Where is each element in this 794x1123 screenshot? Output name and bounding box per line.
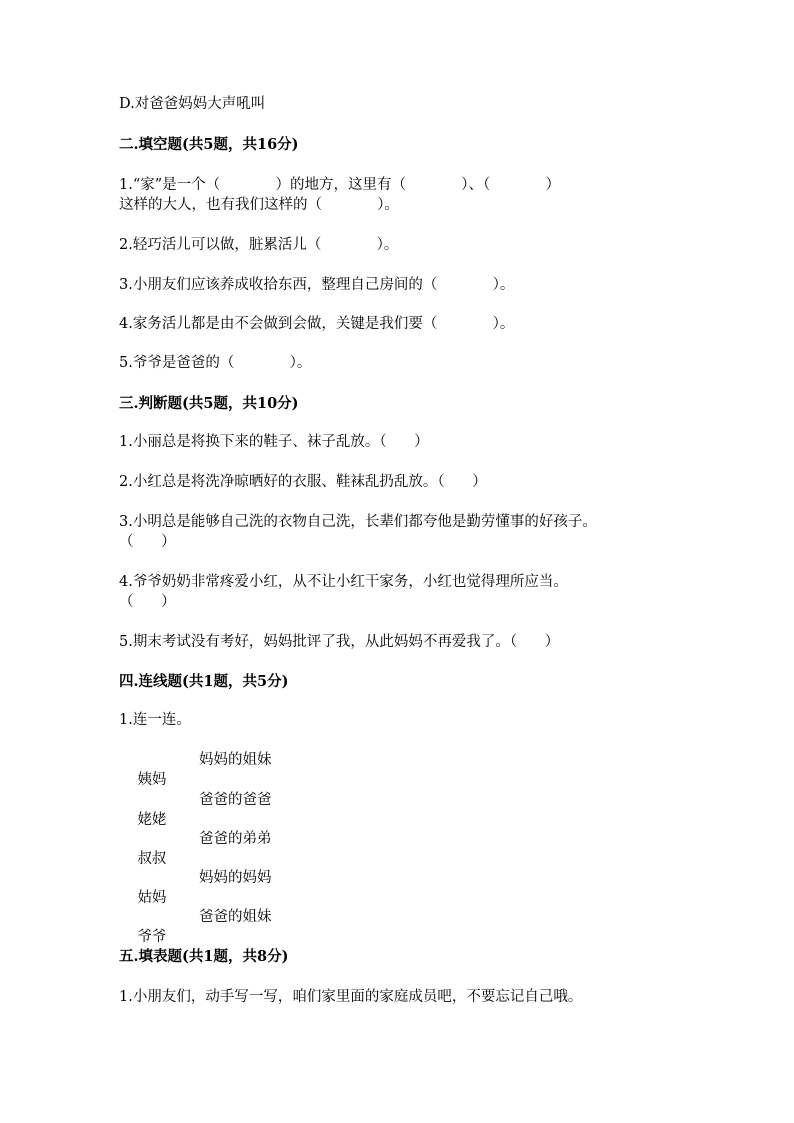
judge-question-2: 2.小红总是将洗净晾晒好的衣服、鞋袜乱扔乱放。（ ） xyxy=(119,474,487,490)
judge-question-1: 1.小丽总是将换下来的鞋子、袜子乱放。（ ） xyxy=(119,434,429,450)
table-question-1: 1.小朋友们，动手写一写，咱们家里面的家庭成员吧，不要忘记自己哦。 xyxy=(119,989,583,1005)
match-question-1: 1.连一连。 xyxy=(119,712,191,728)
fill-question-4: 4.家务活儿都是由不会做到会做，关键是我们要（ ）。 xyxy=(119,316,515,332)
judge-question-3-line-1: 3.小明总是能够自己洗的衣物自己洗，长辈们都夸他是勤劳懂事的好孩子。 xyxy=(119,514,597,530)
match-left-term: 姨妈 xyxy=(137,772,167,788)
match-right-term: 妈妈的妈妈 xyxy=(199,870,272,886)
fill-question-3: 3.小朋友们应该养成收拾东西，整理自己房间的（ ）。 xyxy=(119,277,515,293)
section-3-heading: 三.判断题(共5题，共10分) xyxy=(119,395,299,412)
fill-question-1-line-1: 1.“家”是一个（ ）的地方，这里有（ ）、（ ） xyxy=(119,177,561,193)
fill-question-1-line-2: 这样的大人，也有我们这样的（ ）。 xyxy=(119,197,400,213)
match-right-term: 妈妈的姐妹 xyxy=(199,752,272,768)
judge-question-3-line-2: （ ） xyxy=(119,534,176,550)
judge-question-4-line-1: 4.爷爷奶奶非常疼爱小红，从不让小红干家务，小红也觉得理所应当。 xyxy=(119,574,568,590)
previous-option-d: D.对爸爸妈妈大声吼叫 xyxy=(119,96,266,112)
match-left-term: 姑妈 xyxy=(137,890,167,906)
match-right-term: 爸爸的姐妹 xyxy=(199,909,272,925)
section-2-heading: 二.填空题(共5题，共16分) xyxy=(119,136,299,153)
match-left-term: 姥姥 xyxy=(137,812,167,828)
section-4-heading: 四.连线题(共1题，共5分) xyxy=(119,673,289,690)
judge-question-5: 5.期末考试没有考好，妈妈批评了我，从此妈妈不再爱我了。（ ） xyxy=(119,634,560,650)
match-right-term: 爸爸的爸爸 xyxy=(199,792,272,808)
fill-question-2: 2.轻巧活儿可以做，脏累活儿（ ）。 xyxy=(119,237,399,253)
section-5-heading: 五.填表题(共1题，共8分) xyxy=(119,948,289,965)
fill-question-5: 5.爷爷是爸爸的（ ）。 xyxy=(119,355,312,371)
match-right-term: 爸爸的弟弟 xyxy=(199,831,272,847)
match-left-term: 叔叔 xyxy=(137,851,167,867)
match-left-term: 爷爷 xyxy=(137,929,167,945)
judge-question-4-line-2: （ ） xyxy=(119,594,176,610)
